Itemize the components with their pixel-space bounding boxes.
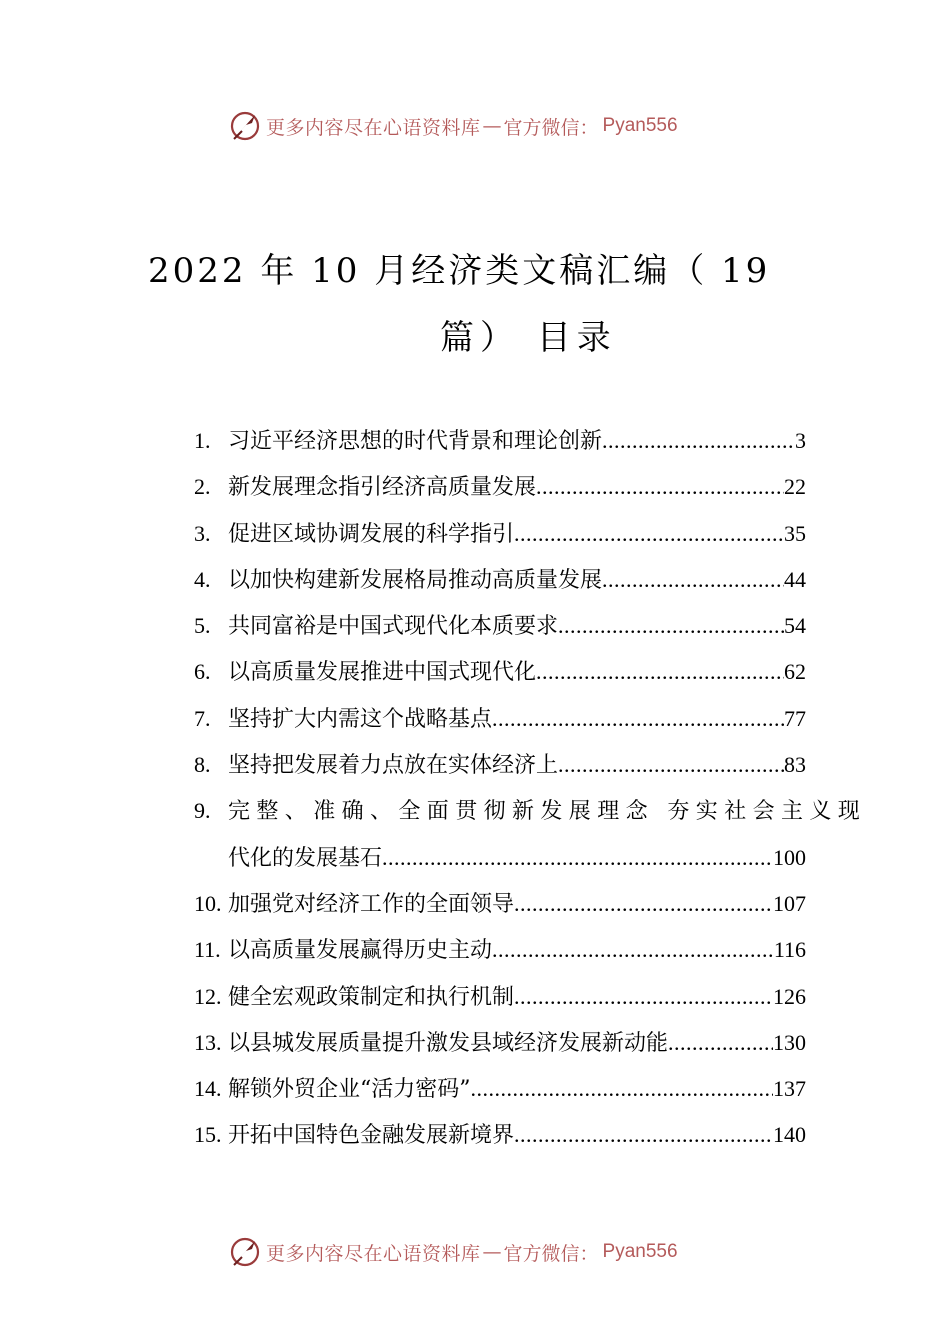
toc-item-12[interactable] — [194, 974, 806, 1020]
toc-item-page: 83 — [784, 752, 806, 778]
toc-item-6[interactable] — [194, 649, 806, 695]
toc-item-14[interactable] — [194, 1066, 806, 1112]
toc-item-page: 107 — [773, 890, 806, 916]
toc-item-number: 6. — [194, 659, 211, 685]
toc-leader-dots — [558, 742, 784, 788]
toc-item-5[interactable] — [194, 603, 806, 649]
toc-item-9[interactable] — [194, 788, 867, 834]
toc-item-15[interactable] — [194, 1112, 806, 1158]
header-banner — [228, 108, 678, 144]
toc-leader-dots — [514, 881, 773, 927]
toc-item-number: 8. — [194, 752, 211, 778]
toc-item-7[interactable] — [194, 696, 806, 742]
toc-leader-dots — [514, 1112, 773, 1158]
toc-leader-dots — [602, 418, 795, 464]
toc-leader-dots — [514, 974, 773, 1020]
toc-item-page: 22 — [784, 474, 806, 500]
toc-leader-dots — [382, 835, 773, 881]
toc-item-3[interactable] — [194, 511, 806, 557]
toc-item-title: 以加快构建新发展格局推动高质量发展 — [228, 567, 603, 593]
toc-item-page: 77 — [784, 705, 806, 731]
toc-item-number: 12. — [194, 983, 222, 1009]
banner-wechat-id: Pyan556 — [602, 1241, 678, 1262]
toc-item-page: 130 — [773, 1029, 806, 1055]
toc-item-number: 13. — [194, 1029, 222, 1055]
toc-item-page: 100 — [773, 844, 806, 870]
toc-item-page: 140 — [773, 1122, 806, 1148]
toc-item-page: 126 — [773, 983, 806, 1009]
toc-item-page: 62 — [784, 659, 806, 685]
toc-item-number: 1. — [194, 428, 211, 453]
toc-item-page: 54 — [784, 613, 806, 639]
toc-leader-dots — [536, 649, 784, 695]
toc-item-title: 解锁外贸企业“活力密码” — [228, 1077, 471, 1103]
banner-contact-label: 官方微信： — [503, 1242, 599, 1265]
banner-promo-text: 更多内容尽在心语资料库 — [266, 1242, 481, 1265]
toc-leader-dots — [536, 464, 784, 510]
toc-item-title: 坚持扩大内需这个战略基点 — [228, 706, 493, 732]
toc-item-number: 10. — [194, 890, 222, 916]
toc-leader-dots — [558, 603, 784, 649]
toc-item-title: 健全宏观政策制定和执行机制 — [228, 984, 515, 1010]
banner-contact-label: 官方微信： — [503, 116, 599, 139]
toc-item-title: 以高质量发展推进中国式现代化 — [228, 660, 537, 686]
toc-item-title: 以高质量发展赢得历史主动 — [228, 938, 493, 964]
toc-leader-dots — [514, 511, 784, 557]
banner-wechat-id: Pyan556 — [602, 115, 678, 136]
toc-item-title: 新发展理念指引经济高质量发展 — [228, 475, 537, 501]
toc-item-number: 2. — [194, 474, 211, 500]
toc-item-1[interactable] — [194, 418, 806, 464]
toc-item-title: 以县城发展质量提升激发县域经济发展新动能 — [228, 1030, 669, 1056]
toc-item-number: 7. — [194, 705, 211, 731]
toc-item-4[interactable] — [194, 557, 806, 603]
toc-item-number: 5. — [194, 613, 211, 639]
toc-item-8[interactable] — [194, 742, 806, 788]
toc-item-title: 习近平经济思想的时代背景和理论创新 — [228, 429, 603, 454]
toc-item-title: 完整、准确、全面贯彻新发展理念 夯实社会主义现 — [228, 799, 867, 825]
toc-item-9-continued[interactable] — [194, 835, 806, 881]
toc-item-page: 35 — [784, 520, 806, 546]
toc-item-title: 坚持把发展着力点放在实体经济上 — [228, 753, 559, 779]
toc-item-page: 116 — [773, 937, 806, 963]
toc-item-number: 9. — [194, 798, 211, 824]
toc-item-title: 共同富裕是中国式现代化本质要求 — [228, 614, 559, 640]
toc-item-page: 44 — [784, 566, 806, 592]
toc-item-number: 11. — [194, 937, 221, 963]
toc-item-title: 促进区域协调发展的科学指引 — [228, 521, 515, 547]
toc-leader-dots — [602, 557, 784, 603]
toc-item-11[interactable] — [194, 927, 806, 973]
quill-circle-logo-icon — [228, 109, 262, 143]
toc-item-10[interactable] — [194, 881, 806, 927]
footer-banner — [228, 1234, 678, 1270]
toc-leader-dots — [471, 1066, 774, 1112]
toc-leader-dots — [492, 696, 784, 742]
toc-item-number: 15. — [194, 1122, 222, 1148]
quill-circle-logo-icon — [228, 1235, 262, 1269]
toc-item-title-continued: 代化的发展基石 — [228, 845, 383, 871]
toc-item-number: 14. — [194, 1076, 222, 1102]
banner-separator: — — [482, 115, 502, 137]
banner-promo-text: 更多内容尽在心语资料库 — [266, 116, 481, 139]
toc-leader-dots — [492, 927, 774, 973]
table-of-contents — [194, 418, 867, 1159]
toc-item-13[interactable] — [194, 1020, 806, 1066]
toc-item-title: 开拓中国特色金融发展新境界 — [228, 1123, 515, 1149]
toc-leader-dots — [668, 1020, 773, 1066]
toc-item-number: 4. — [194, 566, 211, 592]
document-title-line-2: 篇） 目录 — [440, 318, 617, 358]
toc-item-number: 3. — [194, 520, 211, 546]
toc-item-2[interactable] — [194, 464, 806, 510]
banner-separator: — — [482, 1241, 502, 1263]
document-title-line-1: 2022 年 10 月经济类文稿汇编（ 19 — [148, 251, 771, 291]
toc-item-page: 3 — [795, 428, 806, 453]
toc-item-page: 137 — [773, 1076, 806, 1102]
toc-item-title: 加强党对经济工作的全面领导 — [228, 891, 515, 917]
